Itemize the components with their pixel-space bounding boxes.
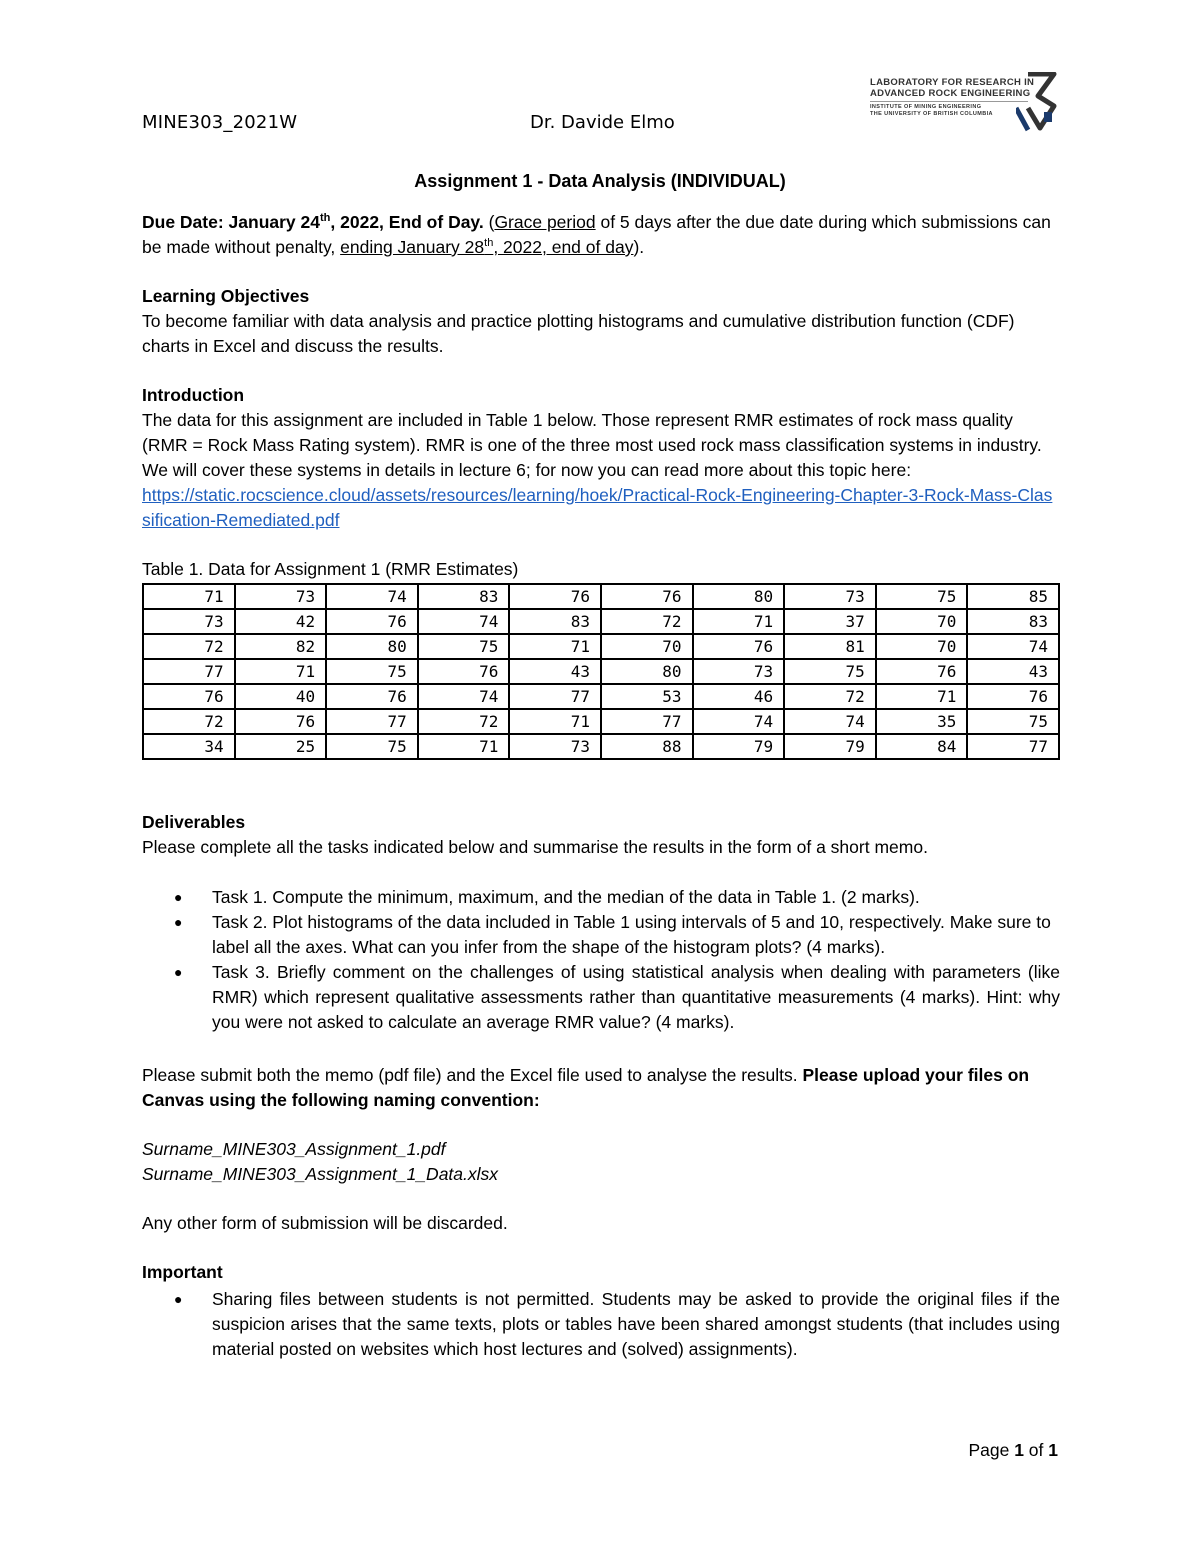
important-heading xyxy=(142,1260,1060,1285)
table-cell: 88 xyxy=(601,734,693,759)
objectives-text: To become familiar with data analysis and practice plotting histograms and cumulative distribution function (CDF) charts in Excel and discuss the results. xyxy=(142,311,1015,356)
table-cell: 34 xyxy=(143,734,235,759)
table-cell: 71 xyxy=(876,684,968,709)
table-cell: 83 xyxy=(418,584,510,609)
table-cell: 71 xyxy=(235,659,327,684)
bullet-icon: ● xyxy=(174,964,183,980)
table-row xyxy=(143,659,1059,684)
table-cell: 70 xyxy=(876,634,968,659)
table-cell: 75 xyxy=(967,709,1059,734)
important-heading-text: Important xyxy=(142,1262,223,1282)
table-cell: 40 xyxy=(235,684,327,709)
table-cell: 74 xyxy=(784,709,876,734)
ending-sup: th xyxy=(484,237,494,250)
due-date-rest: , 2022, End of Day. xyxy=(330,212,484,232)
table-cell: 43 xyxy=(967,659,1059,684)
table-cell: 83 xyxy=(509,609,601,634)
table-cell: 76 xyxy=(418,659,510,684)
due-date-paragraph xyxy=(142,210,1060,260)
table-cell: 71 xyxy=(418,734,510,759)
table-caption: Table 1. Data for Assignment 1 (RMR Estimates) xyxy=(142,559,519,579)
bullet-icon: ● xyxy=(174,914,183,930)
table-cell: 73 xyxy=(143,609,235,634)
table-row xyxy=(143,709,1059,734)
table-cell: 25 xyxy=(235,734,327,759)
table-row xyxy=(143,684,1059,709)
table-cell: 74 xyxy=(693,709,785,734)
logo-line-1: LABORATORY FOR RESEARCH IN xyxy=(870,77,1035,88)
table-cell: 80 xyxy=(693,584,785,609)
table-cell: 72 xyxy=(784,684,876,709)
task-2: Task 2. Plot histograms of the data included in Table 1 using intervals of 5 and 10, respectively. Make sure to label all the axes. What can you infer from the shape of the histogram plots? (4 marks). xyxy=(212,912,1051,957)
table-cell: 72 xyxy=(418,709,510,734)
table-cell: 79 xyxy=(784,734,876,759)
table-cell: 43 xyxy=(509,659,601,684)
table-row xyxy=(143,609,1059,634)
table-cell: 46 xyxy=(693,684,785,709)
table-cell: 72 xyxy=(143,709,235,734)
table-cell: 76 xyxy=(235,709,327,734)
submit-bold: Please upload your files on Canvas using the following naming convention: xyxy=(142,1065,1030,1110)
table-cell: 74 xyxy=(967,634,1059,659)
table-cell: 76 xyxy=(326,684,418,709)
logo-line-3: INSTITUTE OF MINING ENGINEERING xyxy=(870,104,982,110)
table-cell: 73 xyxy=(235,584,327,609)
table-cell: 84 xyxy=(876,734,968,759)
task-list xyxy=(142,885,1060,1035)
deliverables-heading: Deliverables xyxy=(142,812,246,832)
table-row xyxy=(143,634,1059,659)
table-cell: 77 xyxy=(601,709,693,734)
paren-close: ). xyxy=(633,237,645,257)
page-of: of xyxy=(1023,1440,1049,1460)
table-cell: 74 xyxy=(418,684,510,709)
paren-open: ( xyxy=(483,212,495,232)
introduction-section xyxy=(142,383,1060,533)
table-cell: 75 xyxy=(876,584,968,609)
table-cell: 74 xyxy=(418,609,510,634)
logo-mark-icon xyxy=(1016,72,1062,132)
table-cell: 73 xyxy=(693,659,785,684)
task-3: Task 3. Briefly comment on the challenges of using statistical analysis when dealing with parameters (like RMR) which represent qualitative assessments rather than quantitative measurements (4 marks). Hint: why you were not asked to calculate an average RMR value? (4 marks). xyxy=(212,962,1060,1032)
course-code: MINE303_2021W xyxy=(142,112,298,133)
table-row xyxy=(143,734,1059,759)
page-label: Page xyxy=(968,1440,1015,1460)
page-footer xyxy=(968,1440,1058,1461)
grace-period: Grace period xyxy=(494,212,596,232)
table-cell: 72 xyxy=(143,634,235,659)
important-text: Sharing files between students is not permitted. Students may be asked to provide the original files if the suspicion arises that the same texts, plots or tables have been shared amongst students (that includes using material posted on websites which host lectures and (solved) assignments). xyxy=(212,1289,1060,1359)
table-cell: 73 xyxy=(784,584,876,609)
table-cell: 82 xyxy=(235,634,327,659)
logo-line-2: ADVANCED ROCK ENGINEERING xyxy=(870,88,1031,99)
logo-rule xyxy=(870,101,1028,102)
instructor-name: Dr. Davide Elmo xyxy=(530,112,675,133)
ending-text: ending January 28 xyxy=(340,237,485,257)
list-item xyxy=(142,960,1060,1035)
table-cell: 75 xyxy=(784,659,876,684)
table-cell: 74 xyxy=(326,584,418,609)
submit-text: Please submit both the memo (pdf file) and the Excel file used to analyse the results. xyxy=(142,1065,803,1085)
table-cell: 71 xyxy=(509,709,601,734)
page-total: 1 xyxy=(1048,1440,1058,1460)
table-cell: 76 xyxy=(509,584,601,609)
table-cell: 83 xyxy=(967,609,1059,634)
table-cell: 77 xyxy=(143,659,235,684)
table-cell: 80 xyxy=(326,634,418,659)
file-name-2: Surname_MINE303_Assignment_1_Data.xlsx xyxy=(142,1164,499,1184)
list-item xyxy=(142,910,1060,960)
table-cell: 42 xyxy=(235,609,327,634)
table-cell: 72 xyxy=(601,609,693,634)
table-cell: 71 xyxy=(509,634,601,659)
list-item xyxy=(142,1287,1060,1362)
table-cell: 77 xyxy=(967,734,1059,759)
table-cell: 76 xyxy=(143,684,235,709)
ending-date xyxy=(340,237,633,257)
table-cell: 76 xyxy=(601,584,693,609)
table-cell: 71 xyxy=(143,584,235,609)
table-cell: 53 xyxy=(601,684,693,709)
lab-logo xyxy=(866,72,1062,132)
submit-paragraph xyxy=(142,1063,1060,1113)
table-cell: 35 xyxy=(876,709,968,734)
due-date-sup: th xyxy=(320,212,331,225)
table-cell: 70 xyxy=(601,634,693,659)
table-cell: 76 xyxy=(326,609,418,634)
deliverables-section xyxy=(142,810,1060,860)
deliverables-text: Please complete all the tasks indicated below and summarise the results in the form of a short memo. xyxy=(142,837,928,857)
table-cell: 76 xyxy=(967,684,1059,709)
table-cell: 71 xyxy=(693,609,785,634)
rocscience-link[interactable]: https://static.rocscience.cloud/assets/resources/learning/hoek/Practical-Rock-Engineering-Chapter-3-Rock-Mass-Classification-Remediated.pdf xyxy=(142,485,1053,530)
table-cell: 79 xyxy=(693,734,785,759)
table-cell: 85 xyxy=(967,584,1059,609)
introduction-text: The data for this assignment are included in Table 1 below. Those represent RMR estimates of rock mass quality (RMR = Rock Mass Rating system). RMR is one of the three most used rock mass classification systems in industry. We will cover these systems in details in lecture 6; for now you can read more about this topic here: xyxy=(142,410,1042,480)
table-cell: 70 xyxy=(876,609,968,634)
table-row xyxy=(143,584,1059,609)
table-cell: 76 xyxy=(876,659,968,684)
assignment-title: Assignment 1 - Data Analysis (INDIVIDUAL) xyxy=(414,171,786,191)
logo-line-4: THE UNIVERSITY OF BRITISH COLUMBIA xyxy=(870,111,993,117)
table-cell: 77 xyxy=(326,709,418,734)
discard-note: Any other form of submission will be discarded. xyxy=(142,1213,508,1233)
table-cell: 37 xyxy=(784,609,876,634)
bullet-icon: ● xyxy=(174,889,183,905)
table-cell: 75 xyxy=(418,634,510,659)
table-cell: 81 xyxy=(784,634,876,659)
list-item xyxy=(142,885,1060,910)
bullet-icon: ● xyxy=(174,1291,183,1307)
table-cell: 77 xyxy=(509,684,601,709)
table-cell: 76 xyxy=(693,634,785,659)
important-list xyxy=(142,1287,1060,1362)
page-number: 1 xyxy=(1014,1440,1024,1460)
rmr-data-table xyxy=(142,583,1060,760)
due-date-label: Due Date: January 24 xyxy=(142,212,320,232)
table-cell: 75 xyxy=(326,734,418,759)
grace-rest: of 5 days after the due date during which submissions can be made without penalty, xyxy=(142,212,1051,257)
file-name-1: Surname_MINE303_Assignment_1.pdf xyxy=(142,1139,446,1159)
table-cell: 75 xyxy=(326,659,418,684)
objectives-section xyxy=(142,284,1060,359)
objectives-heading: Learning Objectives xyxy=(142,286,310,306)
task-1: Task 1. Compute the minimum, maximum, and the median of the data in Table 1. (2 marks). xyxy=(212,887,920,907)
table-cell: 80 xyxy=(601,659,693,684)
ending-rest: , 2022, end of day xyxy=(493,237,634,257)
introduction-heading: Introduction xyxy=(142,385,245,405)
table-cell: 73 xyxy=(509,734,601,759)
